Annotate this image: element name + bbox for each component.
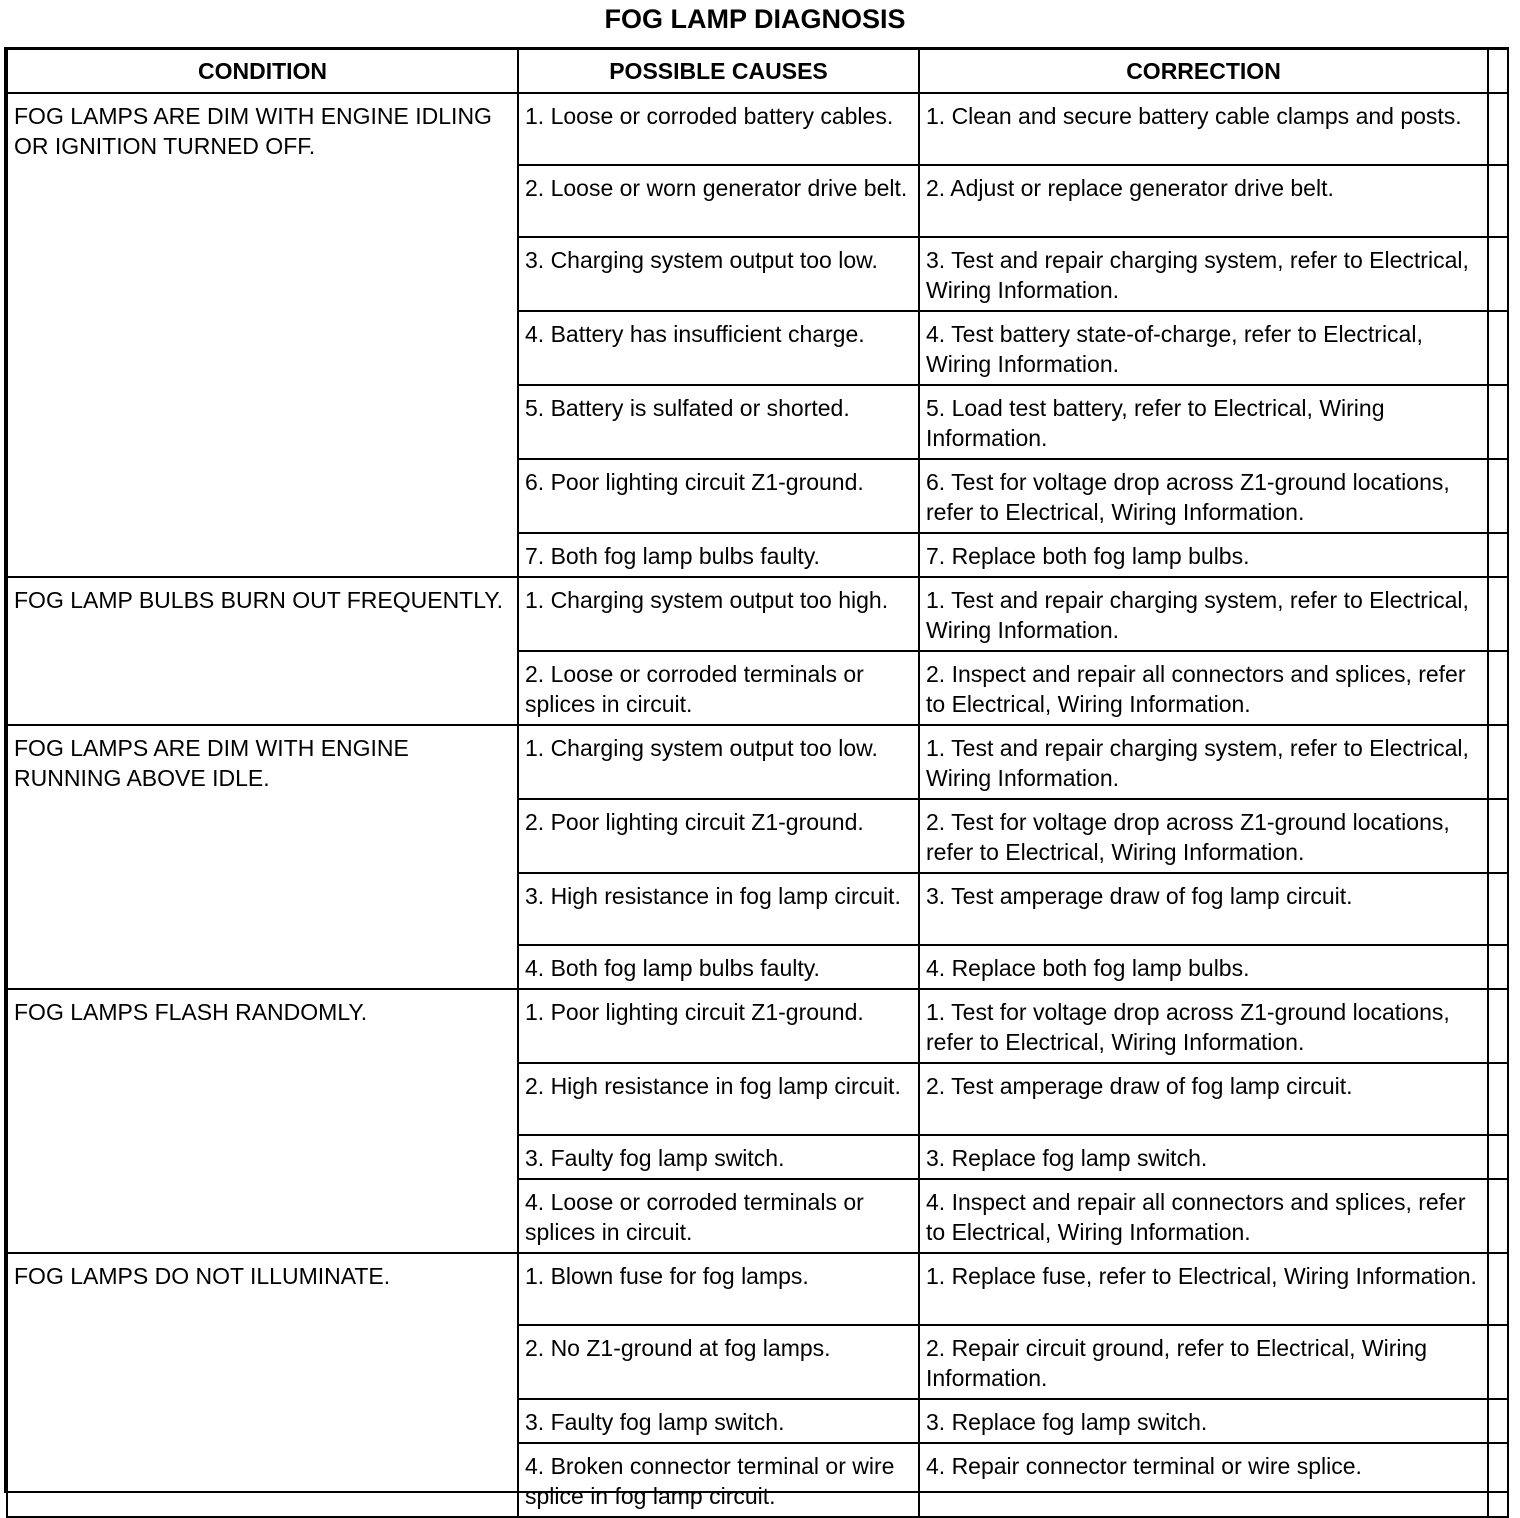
- cause-cell: 3. High resistance in fog lamp circuit.: [518, 873, 919, 945]
- correction-cell: 2. Test for voltage drop across Z1-ground locations, refer to Electrical, Wiring Information.: [919, 799, 1488, 873]
- cause-cell: 2. Poor lighting circuit Z1-ground.: [518, 799, 919, 873]
- spacer-cell: [1488, 237, 1508, 311]
- spacer-cell: [1488, 1325, 1508, 1399]
- cause-cell: 1. Charging system output too low.: [518, 725, 919, 799]
- condition-cell: FOG LAMPS DO NOT ILLUMINATE.: [7, 1253, 518, 1517]
- correction-cell: 7. Replace both fog lamp bulbs.: [919, 533, 1488, 577]
- cause-cell: 2. Loose or corroded terminals or splices in circuit.: [518, 651, 919, 725]
- correction-cell: 1. Test and repair charging system, refer to Electrical, Wiring Information.: [919, 577, 1488, 651]
- spacer-cell: [1488, 945, 1508, 989]
- correction-cell: 2. Adjust or replace generator drive belt.: [919, 165, 1488, 237]
- cause-cell: 4. Loose or corroded terminals or splices in circuit.: [518, 1179, 919, 1253]
- condition-cell: FOG LAMPS ARE DIM WITH ENGINE RUNNING ABOVE IDLE.: [7, 725, 518, 989]
- page-title: FOG LAMP DIAGNOSIS: [604, 4, 906, 34]
- cause-cell: 4. Battery has insufficient charge.: [518, 311, 919, 385]
- condition-cell: FOG LAMPS ARE DIM WITH ENGINE IDLING OR IGNITION TURNED OFF.: [7, 93, 518, 577]
- table-row: [7, 1253, 1508, 1325]
- spacer-cell: [1488, 1135, 1508, 1179]
- correction-cell: 3. Test amperage draw of fog lamp circuit.: [919, 873, 1488, 945]
- header-condition: CONDITION: [7, 49, 518, 93]
- cause-cell: 1. Blown fuse for fog lamps.: [518, 1253, 919, 1325]
- table-row: [7, 725, 1508, 799]
- spacer-cell: [1488, 1443, 1508, 1517]
- header-possible-causes: POSSIBLE CAUSES: [518, 49, 919, 93]
- spacer-cell: [1488, 989, 1508, 1063]
- correction-cell: 2. Inspect and repair all connectors and splices, refer to Electrical, Wiring Information.: [919, 651, 1488, 725]
- spacer-cell: [1488, 577, 1508, 651]
- spacer-cell: [1488, 1253, 1508, 1325]
- spacer-cell: [1488, 1179, 1508, 1253]
- cause-cell: 7. Both fog lamp bulbs faulty.: [518, 533, 919, 577]
- correction-cell: 3. Replace fog lamp switch.: [919, 1399, 1488, 1443]
- correction-cell: 2. Test amperage draw of fog lamp circuit.: [919, 1063, 1488, 1135]
- spacer-cell: [1488, 873, 1508, 945]
- spacer-cell: [1488, 651, 1508, 725]
- header-correction: CORRECTION: [919, 49, 1488, 93]
- correction-cell: 6. Test for voltage drop across Z1-ground locations, refer to Electrical, Wiring Information.: [919, 459, 1488, 533]
- correction-cell: 4. Replace both fog lamp bulbs.: [919, 945, 1488, 989]
- correction-cell: 4. Inspect and repair all connectors and splices, refer to Electrical, Wiring Information.: [919, 1179, 1488, 1253]
- table-row: [7, 989, 1508, 1063]
- spacer-cell: [1488, 1063, 1508, 1135]
- correction-cell: 1. Test for voltage drop across Z1-ground locations, refer to Electrical, Wiring Information.: [919, 989, 1488, 1063]
- cause-cell: 2. No Z1-ground at fog lamps.: [518, 1325, 919, 1399]
- cause-cell: 5. Battery is sulfated or shorted.: [518, 385, 919, 459]
- header-spacer: [1488, 49, 1508, 93]
- cause-cell: 2. High resistance in fog lamp circuit.: [518, 1063, 919, 1135]
- correction-cell: 4. Test battery state-of-charge, refer to Electrical, Wiring Information.: [919, 311, 1488, 385]
- correction-cell: 1. Test and repair charging system, refer to Electrical, Wiring Information.: [919, 725, 1488, 799]
- table-row: [7, 577, 1508, 651]
- cause-cell: 3. Faulty fog lamp switch.: [518, 1399, 919, 1443]
- spacer-cell: [1488, 1399, 1508, 1443]
- correction-cell: 3. Replace fog lamp switch.: [919, 1135, 1488, 1179]
- spacer-cell: [1488, 459, 1508, 533]
- spacer-cell: [1488, 311, 1508, 385]
- spacer-cell: [1488, 165, 1508, 237]
- condition-cell: FOG LAMP BULBS BURN OUT FREQUENTLY.: [7, 577, 518, 725]
- correction-cell: 2. Repair circuit ground, refer to Electrical, Wiring Information.: [919, 1325, 1488, 1399]
- header-row: [7, 49, 1508, 93]
- cause-cell: 1. Loose or corroded battery cables.: [518, 93, 919, 165]
- spacer-cell: [1488, 533, 1508, 577]
- cause-cell: 1. Charging system output too high.: [518, 577, 919, 651]
- correction-cell: 4. Repair connector terminal or wire splice.: [919, 1443, 1488, 1517]
- correction-cell: 1. Replace fuse, refer to Electrical, Wiring Information.: [919, 1253, 1488, 1325]
- cause-cell: 3. Charging system output too low.: [518, 237, 919, 311]
- correction-cell: 3. Test and repair charging system, refer to Electrical, Wiring Information.: [919, 237, 1488, 311]
- cause-cell: 4. Both fog lamp bulbs faulty.: [518, 945, 919, 989]
- cause-cell: 1. Poor lighting circuit Z1-ground.: [518, 989, 919, 1063]
- spacer-cell: [1488, 799, 1508, 873]
- cause-cell: 2. Loose or worn generator drive belt.: [518, 165, 919, 237]
- correction-cell: 1. Clean and secure battery cable clamps and posts.: [919, 93, 1488, 165]
- table-row: [7, 93, 1508, 165]
- correction-cell: 5. Load test battery, refer to Electrical, Wiring Information.: [919, 385, 1488, 459]
- cause-cell: 3. Faulty fog lamp switch.: [518, 1135, 919, 1179]
- spacer-cell: [1488, 93, 1508, 165]
- cause-cell: 6. Poor lighting circuit Z1-ground.: [518, 459, 919, 533]
- cause-cell: 4. Broken connector terminal or wire splice in fog lamp circuit.: [518, 1443, 919, 1517]
- spacer-cell: [1488, 385, 1508, 459]
- spacer-cell: [1488, 725, 1508, 799]
- diagnosis-table: [6, 48, 1509, 1518]
- condition-cell: FOG LAMPS FLASH RANDOMLY.: [7, 989, 518, 1253]
